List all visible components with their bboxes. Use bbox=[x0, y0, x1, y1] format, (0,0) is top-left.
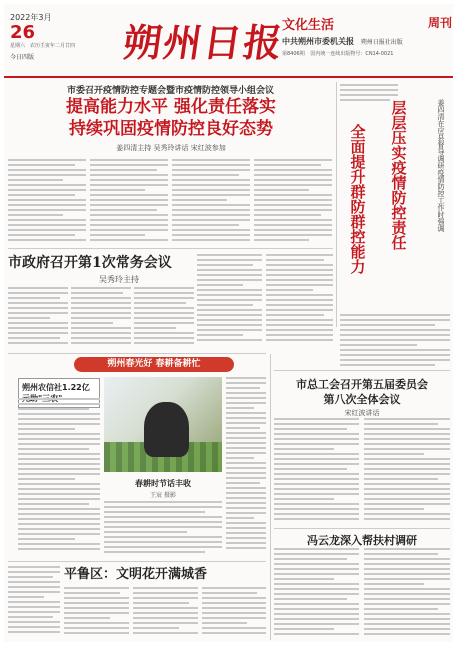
column-rule-lower bbox=[270, 354, 271, 640]
pinglu-text-col-4 bbox=[202, 587, 266, 638]
pinglu-text-col-3 bbox=[133, 587, 198, 638]
weekday-lunar: 星期六 农历壬寅年二月廿四 bbox=[10, 43, 76, 49]
union-text-col-1 bbox=[274, 418, 359, 523]
spring-banner: 朔州春光好 春耕备耕忙 bbox=[74, 357, 234, 372]
masthead bbox=[4, 4, 453, 78]
year-month: 2022年3月 bbox=[10, 13, 52, 22]
spring-text-under-photo bbox=[104, 501, 222, 556]
pinglu-headline: 平鲁区：文明花开满城香 bbox=[64, 567, 208, 582]
spring-text-col-right bbox=[226, 377, 266, 557]
union-speaker: 宋红波讲话 bbox=[344, 409, 380, 417]
lead-text-col-1 bbox=[8, 159, 86, 244]
rural-credit-title: 朔州农信社1.22亿 bbox=[18, 378, 100, 408]
farming-photo bbox=[104, 377, 222, 472]
day-number: 26 bbox=[10, 22, 36, 43]
union-rule bbox=[274, 370, 450, 371]
standing-text-col-4 bbox=[197, 254, 262, 349]
paper-title: 朔州日报 bbox=[120, 20, 287, 65]
rural-credit-text bbox=[18, 398, 100, 556]
publisher-text: 朔州日报社出版 bbox=[360, 39, 403, 46]
issue-number: 第8406期 bbox=[282, 51, 305, 57]
lead-headline-1: 提高能力水平 强化责任落实 bbox=[66, 97, 276, 117]
union-headline-1: 市总工会召开第五届委员会 bbox=[296, 378, 428, 391]
organ-line bbox=[282, 36, 452, 47]
standing-text-col-2 bbox=[71, 287, 131, 349]
pinglu-text-col-1 bbox=[8, 566, 60, 638]
fengyun-text-col-1 bbox=[274, 548, 359, 638]
cn-number: 国内统一连续出版物号：CN14-0021 bbox=[310, 51, 394, 57]
right-text-lower bbox=[340, 314, 450, 369]
organ-text: 中共朔州市委机关报 bbox=[282, 37, 354, 46]
lead-attendees: 姜四清主持 吴秀玲讲话 宋红波参加 bbox=[116, 144, 226, 152]
lead-kicker: 市委召开疫情防控专题会暨市疫情防控领导小组会议 bbox=[66, 86, 274, 96]
standing-text-col-1 bbox=[8, 287, 68, 349]
masthead-rule bbox=[4, 76, 453, 78]
pinglu-text-col-2 bbox=[64, 587, 129, 638]
fengyun-text-col-2 bbox=[364, 548, 450, 638]
photo-person bbox=[144, 402, 189, 457]
right-headline-a: 层层压实疫情防控责任 bbox=[389, 100, 408, 250]
lead-headline-2: 持续巩固疫情防控良好态势 bbox=[69, 119, 273, 139]
right-headline-b: 全面提升群防群控能力 bbox=[348, 124, 367, 274]
fengyun-rule bbox=[274, 528, 450, 529]
masthead-right bbox=[282, 14, 452, 57]
section-rule-1 bbox=[8, 248, 333, 249]
photo-byline: 王宸 摄影 bbox=[150, 492, 176, 499]
issue-row bbox=[282, 50, 452, 57]
photo-caption: 春耕时节话丰收 bbox=[135, 479, 191, 488]
lead-text-col-4 bbox=[254, 159, 332, 244]
standing-chair: 吴秀玲主持 bbox=[99, 275, 139, 284]
section-name: 文化生活 bbox=[282, 18, 335, 33]
newspaper-page bbox=[4, 4, 453, 642]
section-rule-2 bbox=[8, 353, 266, 354]
pinglu-rule bbox=[8, 561, 266, 562]
today-pages: 今日四版 bbox=[10, 54, 35, 61]
fengyun-headline: 冯云龙深入帮扶村调研 bbox=[307, 534, 417, 547]
union-text-col-2 bbox=[364, 418, 450, 523]
date-block bbox=[10, 12, 96, 61]
right-text-mid bbox=[266, 266, 336, 356]
standing-headline: 市政府召开第1次常务会议 bbox=[8, 255, 172, 271]
weekly-label: 周刊 bbox=[427, 16, 452, 30]
column-rule bbox=[336, 82, 337, 327]
lead-text-col-3 bbox=[172, 159, 250, 244]
lead-text-col-2 bbox=[90, 159, 168, 244]
union-headline-2: 第八次全体会议 bbox=[323, 393, 401, 406]
right-kicker: 姜四清在应县督导调研疫情防控工作时强调 bbox=[437, 99, 445, 232]
standing-text-col-3 bbox=[134, 287, 194, 349]
